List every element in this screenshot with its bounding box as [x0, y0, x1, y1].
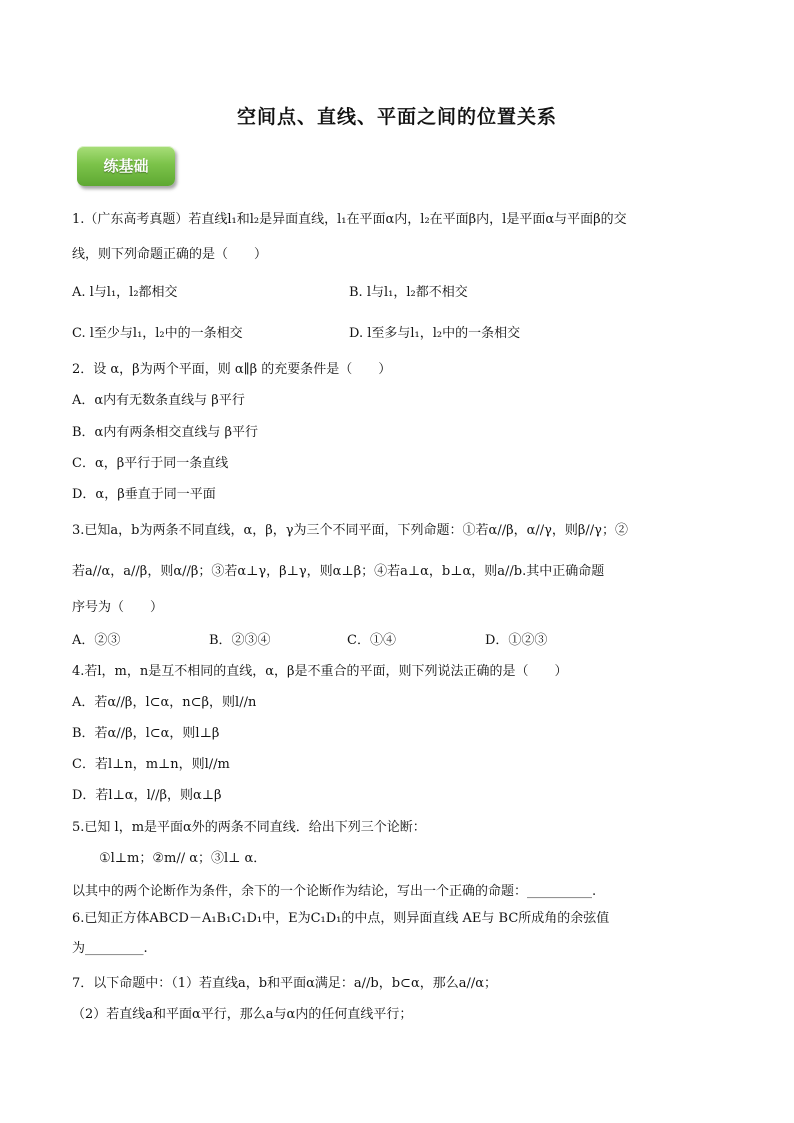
question-7-item-2: （2）若直线a和平面α平行，那么a与α内的任何直线平行；	[72, 1007, 413, 1022]
question-3-stem: 3.已知a，b为两条不同直线，α，β，γ为三个不同平面，下列命题：①若α//β，α//γ，则β//γ；②	[72, 523, 628, 538]
question-1-stem-cont: 线，则下列命题正确的是（ ）	[72, 247, 268, 262]
question-5-stem: 5.已知 l，m是平面α外的两条不同直线．给出下列三个论断：	[72, 820, 426, 835]
question-3-stem-end: 序号为（ ）	[72, 600, 164, 615]
question-6-stem: 6.已知正方体ABCD－A₁B₁C₁D₁中，E为C₁D₁的中点，则异面直线 AE与 BC所成角的余弦值	[72, 911, 610, 926]
question-2-option-b: B．α内有两条相交直线与 β平行	[72, 425, 258, 440]
question-6-stem-cont: 为_________.	[72, 941, 148, 956]
question-2-option-d: D．α，β垂直于同一平面	[72, 487, 216, 502]
question-4-option-a: A．若α//β，l⊂α，n⊂β，则l//n	[72, 695, 257, 710]
question-1-option-d: D. l至多与l₁，l₂中的一条相交	[349, 326, 521, 341]
page-title: 空间点、直线、平面之间的位置关系	[236, 106, 557, 128]
question-1-stem: 1.（广东高考真题）若直线l₁和l₂是异面直线，l₁在平面α内，l₂在平面β内，l是平面α与平面β的交	[72, 212, 627, 227]
question-5-statements: ①l⊥m；②m// α；③l⊥ α．	[99, 851, 267, 866]
question-4-option-d: D．若l⊥α，l//β，则α⊥β	[72, 788, 222, 803]
question-2-stem: 2．设 α，β为两个平面，则 α∥β 的充要条件是（ ）	[72, 362, 392, 377]
question-3-option-b: B．②③④	[209, 633, 271, 648]
question-7-item-1: 7．以下命题中：（1）若直线a，b和平面α满足：a//b，b⊂α，那么a//α；	[72, 976, 498, 991]
question-1-option-a: A. l与l₁，l₂都相交	[72, 285, 178, 300]
question-4-option-b: B．若α//β，l⊂α，则l⊥β	[72, 726, 220, 741]
question-1-option-c: C. l至少与l₁，l₂中的一条相交	[72, 326, 243, 341]
question-3-option-a: A．②③	[72, 633, 121, 648]
question-3-stem-cont: 若a//α，a//β，则α//β；③若α⊥γ，β⊥γ，则α⊥β；④若a⊥α，b⊥α，则a//b.其中正确命题	[72, 564, 605, 579]
question-2-option-c: C．α，β平行于同一条直线	[72, 456, 229, 471]
question-4-option-c: C．若l⊥n，m⊥n，则l//m	[72, 757, 230, 772]
question-3-option-c: C．①④	[347, 633, 396, 648]
question-5-prompt: 以其中的两个论断作为条件，余下的一个论断作为结论，写出一个正确的命题：__________.	[72, 884, 597, 899]
section-badge: 练基础	[77, 146, 175, 186]
question-3-option-d: D．①②③	[485, 633, 548, 648]
question-4-stem: 4.若l，m，n是互不相同的直线，α，β是不重合的平面，则下列说法正确的是（ ）	[72, 664, 568, 679]
question-2-option-a: A．α内有无数条直线与 β平行	[72, 393, 245, 408]
question-1-option-b: B. l与l₁，l₂都不相交	[349, 285, 468, 300]
